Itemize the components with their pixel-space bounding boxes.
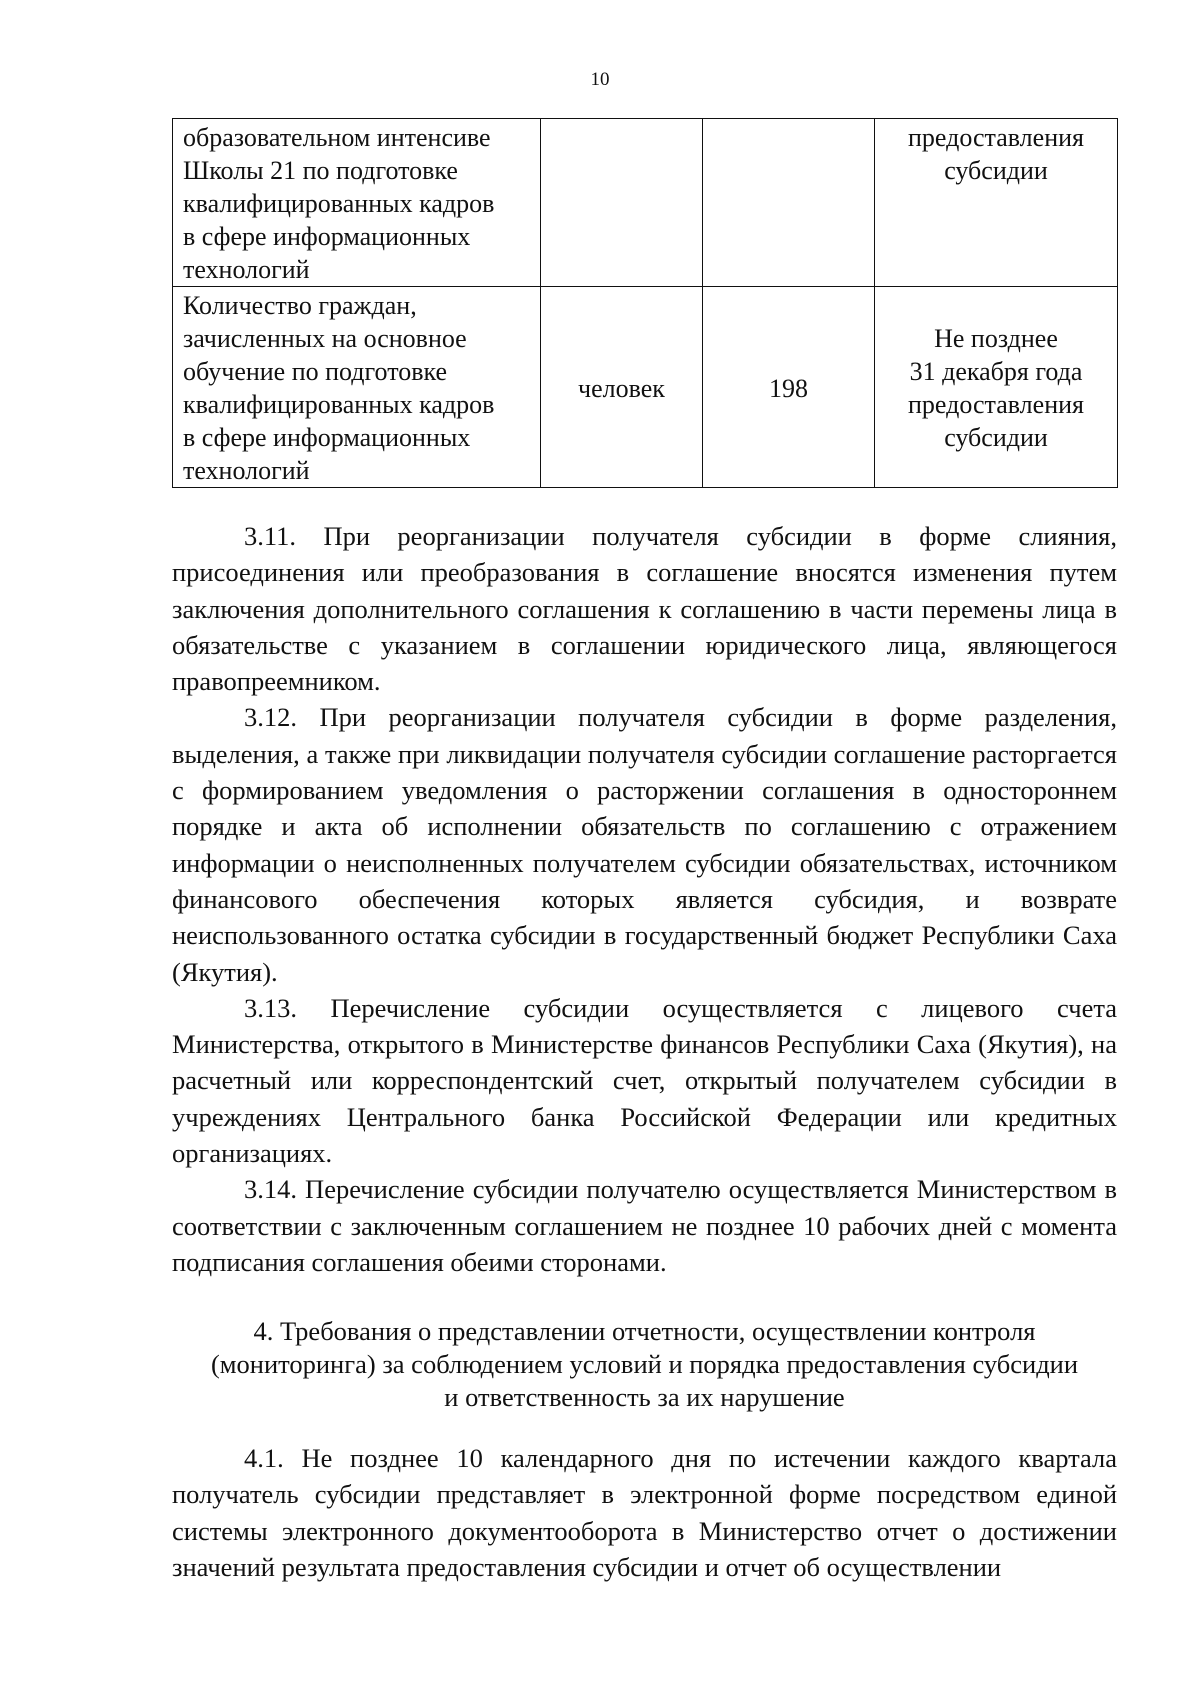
page-number: 10 xyxy=(590,69,610,90)
cell-line: предоставления xyxy=(908,123,1084,152)
unit-cell xyxy=(541,119,703,287)
cell-line: в сфере информационных xyxy=(183,222,471,251)
cell-line: Не позднее xyxy=(934,324,1058,353)
results-table xyxy=(172,118,1118,488)
table-row xyxy=(173,287,1118,488)
result-name-cell xyxy=(173,119,541,287)
deadline-cell xyxy=(875,119,1118,287)
body-text xyxy=(172,518,1117,1280)
cell-line: Количество граждан, xyxy=(183,291,417,320)
paragraph-3-12: 3.12. При реорганизации получателя субсидии в форме разделения, выделения, а также при ликвидации получателя субсидии соглашение расторгается с формированием уведомления о расторжении соглашения в одностороннем порядке и акта об исполнении обязательств по соглашению с отражением информации о неисполненных получателем субсидии обязательствах, источником финансового обеспечения которых является субсидия, и возврате неиспользованного остатка субсидии в государственный бюджет Республики Саха (Якутия). xyxy=(172,702,1117,987)
value-cell xyxy=(703,119,875,287)
paragraph-3-11: 3.11. При реорганизации получателя субсидии в форме слияния, присоединения или преобразования в соглашение вносятся изменения путем заключения дополнительного соглашения к соглашению в части перемены лица в обязательстве с указанием в соглашении юридического лица, являющегося правопреемником. xyxy=(172,521,1117,697)
cell-line: 31 декабря года xyxy=(909,357,1083,386)
cell-line: субсидии xyxy=(944,156,1048,185)
table-row xyxy=(173,119,1118,287)
cell-line: технологий xyxy=(183,255,310,284)
section-heading-line: и ответственность за их нарушение xyxy=(444,1382,845,1412)
unit-cell: человек xyxy=(541,287,703,488)
cell-line: образовательном интенсиве xyxy=(183,123,491,152)
result-name-cell xyxy=(173,287,541,488)
paragraph-3-13: 3.13. Перечисление субсидии осуществляется с лицевого счета Министерства, открытого в Министерстве финансов Республики Саха (Якутия), на расчетный или корреспондентский счет, открытый получателем субсидии в учреждениях Центрального банка Российской Федерации или кредитных организациях. xyxy=(172,992,1117,1169)
cell-line: квалифицированных кадров xyxy=(183,390,495,419)
section-heading-line: (мониторинга) за соблюдением условий и порядка предоставления субсидии xyxy=(210,1349,1079,1379)
cell-line: обучение по подготовке xyxy=(183,357,448,386)
cell-line: квалифицированных кадров xyxy=(183,189,495,218)
cell-line: зачисленных на основное xyxy=(183,324,467,353)
value-cell: 198 xyxy=(703,287,875,488)
cell-line: предоставления xyxy=(908,390,1084,419)
cell-line: в сфере информационных xyxy=(183,423,471,452)
cell-line: субсидии xyxy=(944,423,1048,452)
cell-line: Школы 21 по подготовке xyxy=(183,156,458,185)
cell-line: технологий xyxy=(183,456,310,485)
section-4-heading xyxy=(172,1315,1117,1414)
body-text-section-4 xyxy=(172,1440,1117,1585)
section-heading-line: 4. Требования о представлении отчетности, осуществлении контроля xyxy=(253,1316,1036,1346)
paragraph-4-1: 4.1. Не позднее 10 календарного дня по истечении каждого квартала получатель субсидии представляет в электронной форме посредством единой системы электронного документооборота в Министерство отчет о достижении значений результата предоставления субсидии и отчет об осуществлении xyxy=(172,1443,1117,1582)
deadline-cell xyxy=(875,287,1118,488)
paragraph-3-14: 3.14. Перечисление субсидии получателю осуществляется Министерством в соответствии с заключенным соглашением не позднее 10 рабочих дней с момента подписания соглашения обеими сторонами. xyxy=(172,1174,1117,1277)
